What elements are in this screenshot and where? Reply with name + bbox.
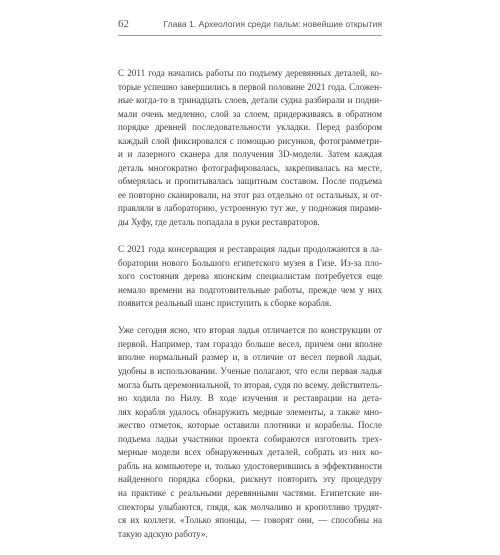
text-line: лях корабля удалось обнаружить медные элементы, а также мно- [118,406,382,417]
paragraph [118,67,382,230]
page-number: 62 [118,18,129,30]
text-line: первой. Например, там гораздо больше весел, причем они вполне [118,338,382,349]
text-line: торые успешно завершились в первой половине 2021 года. Сложен- [118,81,382,92]
paragraph [118,243,382,311]
running-head: Глава 1. Археология среди пальм: новейшие открытия [163,19,382,29]
text-line: деталь многократно фотографировалась, закрепивалась на месте, [118,162,382,173]
text-line: ные когда-то в тринадцать слоев, детали судна разбирали и подни- [118,95,382,106]
text-line: но ходила по Нилу. В ходе изучения и реставрации на дета- [118,393,382,404]
paragraph [118,324,382,541]
header-rule [118,35,382,36]
page-header [118,18,382,32]
text-line: такую адскую работу». [118,528,208,539]
text-line: появится реальный шанс приступить к сборке корабля. [118,298,332,309]
text-line: и и лазерного сканера для получения 3D-модели. Затем каждая [118,149,382,160]
text-line: хого состояния дерева японским специалистам потребуется еще [118,271,382,282]
text-line: немало времени на подготовительные работы, прежде чем у них [118,284,382,295]
text-line: обмерялась и пропитывалась защитным составом. После подъема [118,176,382,187]
text-line: могла быть церемониальной, то вторая, судя по всему, действитель- [118,379,382,390]
text-line: С 2021 года консервация и реставрация ладьи продолжаются в ла- [118,244,382,255]
body-text [118,67,382,555]
text-line: мерные модели всех обнаруженных деталей, собрать из них ко- [118,447,382,458]
text-line: спекторы улыбаются, глядя, как молчаливо и кропотливо трудят- [118,501,382,512]
text-line: мали очень медленно, слой за слоем, придерживаясь в обратном [118,108,382,119]
text-line: ся их коллеги. «Только японцы, — говорят они, — способны на [118,515,382,526]
text-line: на практике с реальными деревянными частями. Египетские ин- [118,487,382,498]
text-line: каждый слой фиксировался с помощью рисунков, фотограмметри- [118,135,382,146]
text-line: вполне нормальный размер и, в отличие от весел первой ладьи, [118,352,382,363]
text-line: найденного порядка сборки, рискнут повторить эту процедуру [118,474,382,485]
text-line: подъема ладьи участники проекта собираются изготовить трех- [118,433,382,444]
text-line: С 2011 года начались работы по подъему деревянных деталей, ко- [118,68,382,78]
text-line: ее повторно сканировали, на этот раз отдельно от остальных, и от- [118,189,382,200]
text-line: жество отметок, которые оставили плотники и корабелы. После [118,420,382,431]
text-line: Уже сегодня ясно, что вторая ладья отличается по конструкции от [118,325,382,336]
text-line: ды Хуфу, где деталь попадала в руки реставраторов. [118,217,320,228]
text-line: рабль на компьютере и, только удостоверившись в эффективности [118,460,382,471]
text-line: боратории нового Большого египетского музея в Гизе. Из-за пло- [118,257,382,268]
text-line: порядке древней последовательности укладки. Перед разбором [118,122,382,133]
text-line: удобны в использовании. Ученые полагают, что если первая ладья [118,366,382,377]
text-line: правляли в лабораторию, устроенную тут же, у подножия пирами- [118,203,382,214]
